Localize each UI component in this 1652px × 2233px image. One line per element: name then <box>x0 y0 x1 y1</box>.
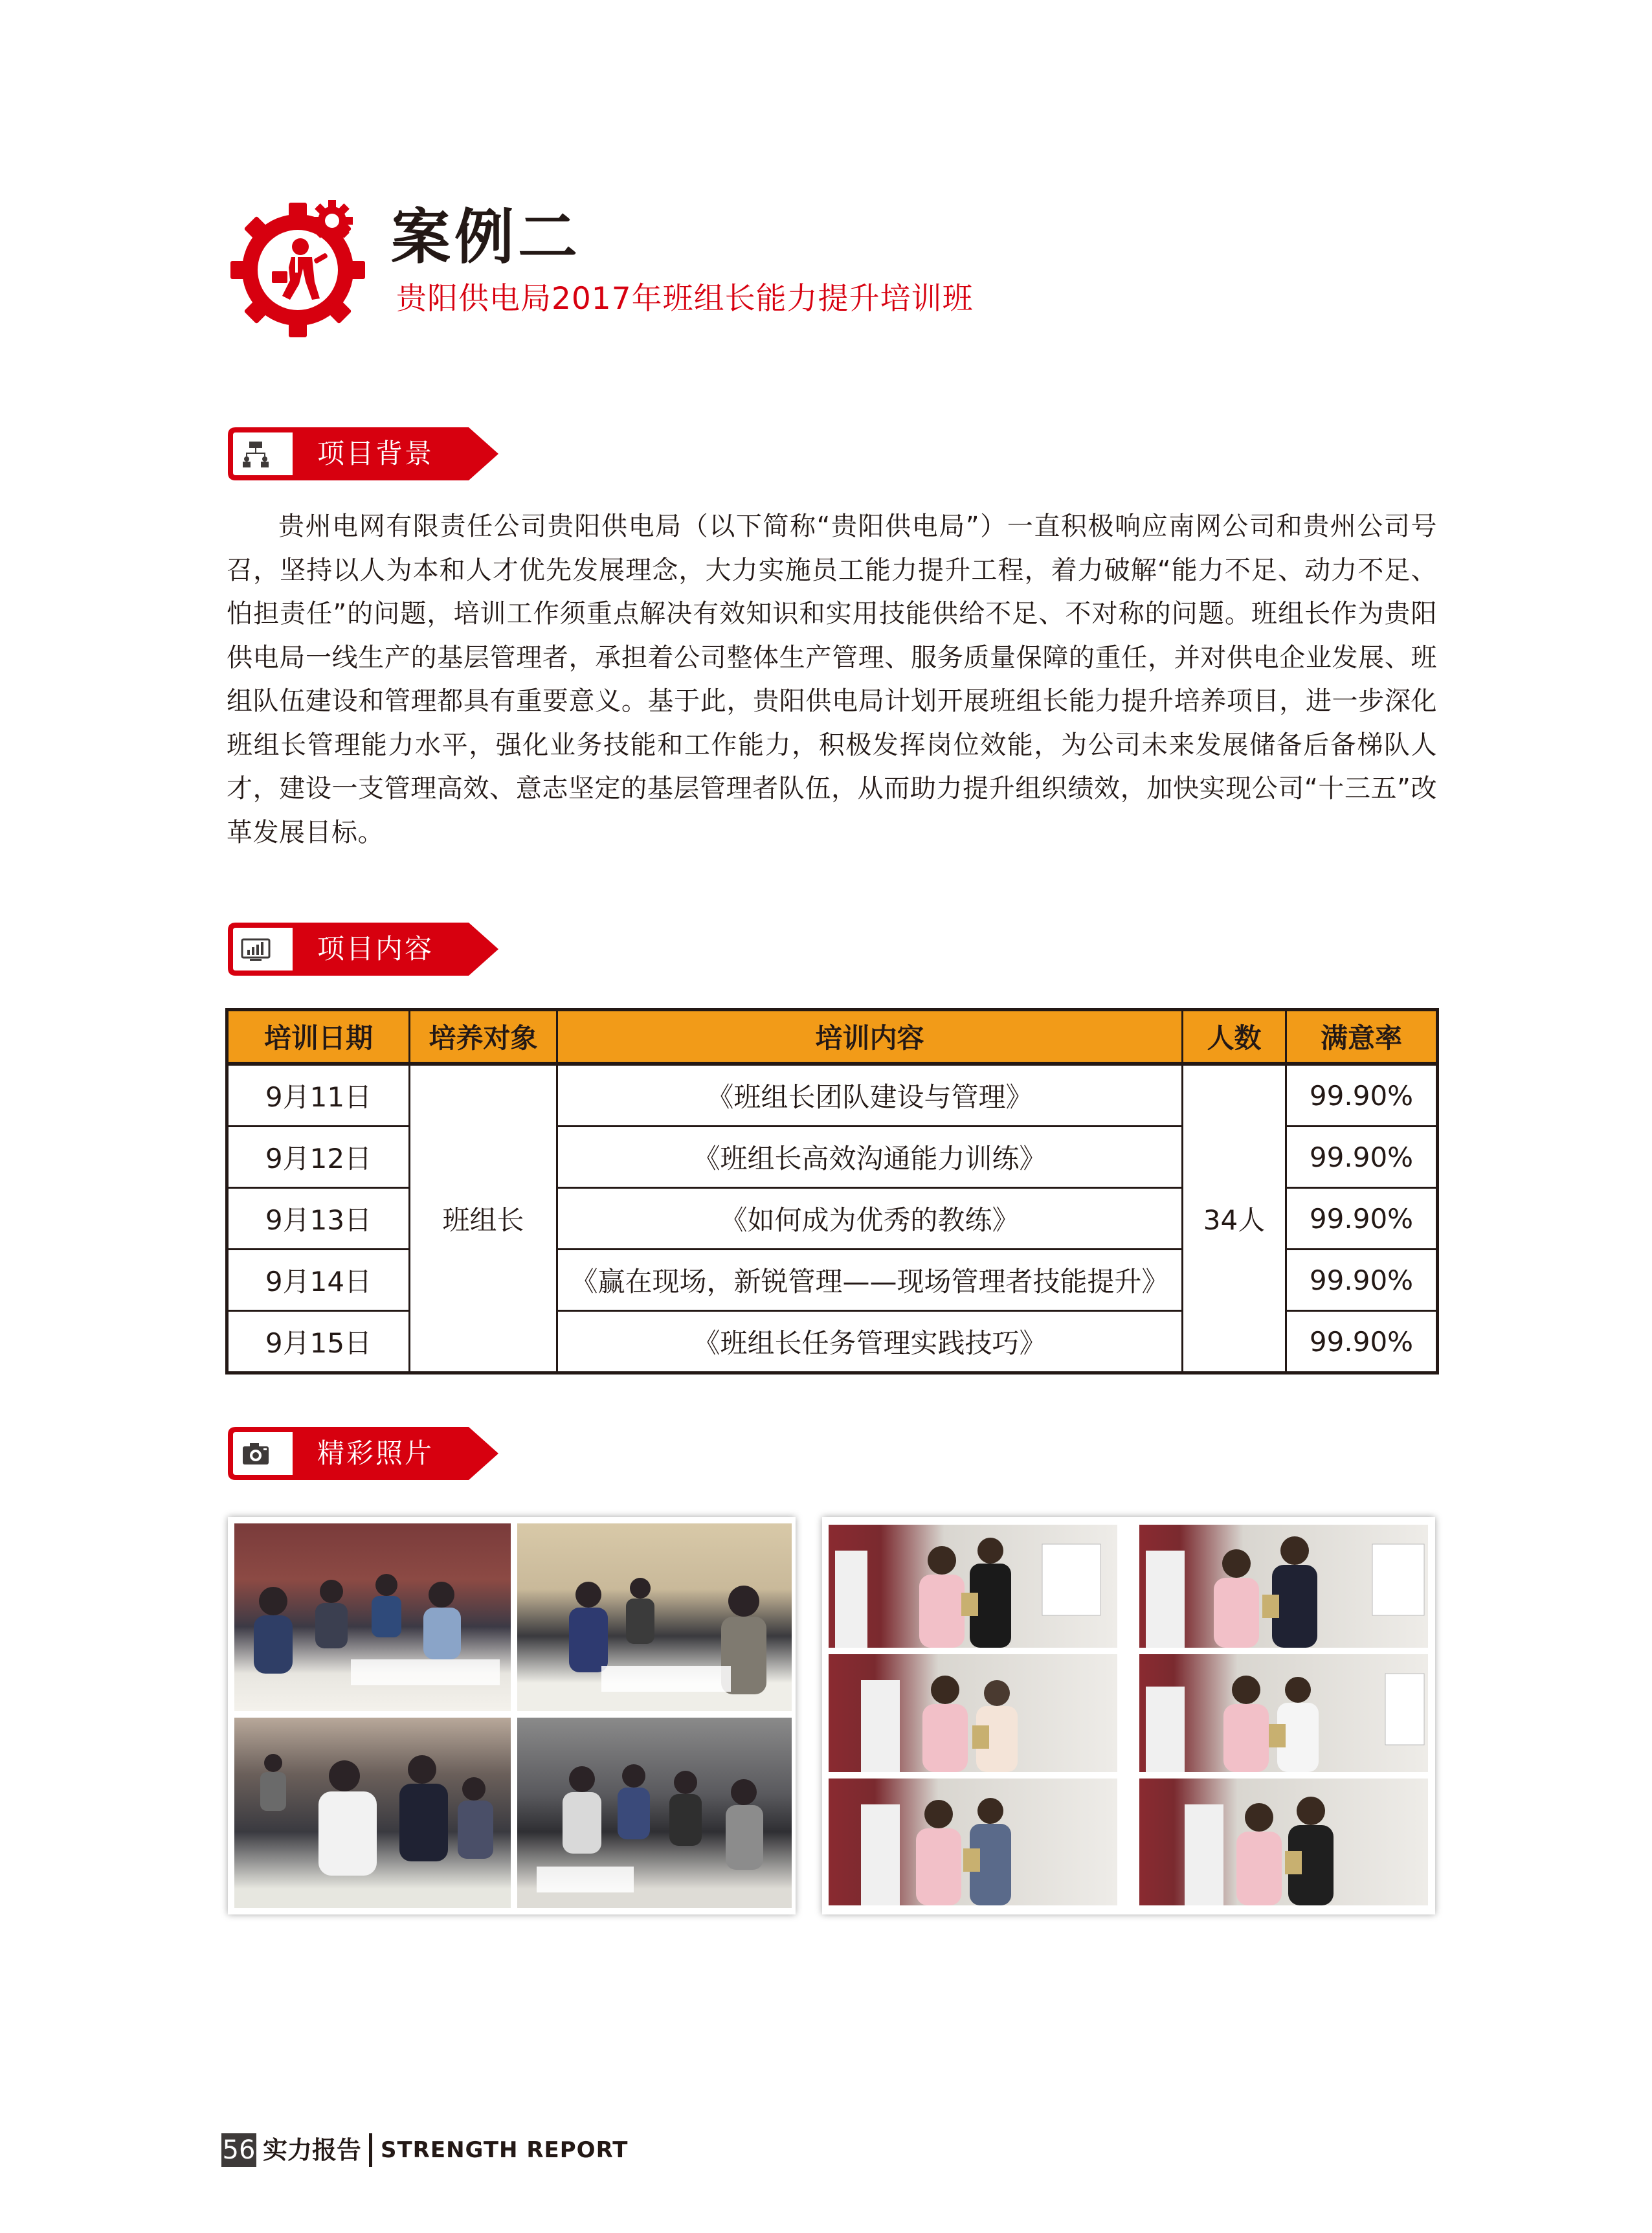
section-label-photos: 精彩照片 <box>317 1437 434 1469</box>
classroom-photo-1 <box>234 1523 511 1711</box>
people-silhouettes-icon <box>517 1718 792 1908</box>
classroom-photo-2 <box>517 1523 792 1711</box>
course-cell: 《班组长团队建设与管理》 <box>557 1064 1183 1127</box>
people-silhouettes-icon <box>234 1718 511 1908</box>
rate-cell: 99.90% <box>1286 1250 1438 1311</box>
section-label-background: 项目背景 <box>317 438 434 469</box>
two-people-icon <box>829 1525 1117 1648</box>
camera-icon <box>240 1437 272 1470</box>
classroom-photo-4 <box>517 1718 792 1908</box>
date-cell: 9月13日 <box>227 1188 410 1250</box>
header-course: 培训内容 <box>557 1010 1183 1064</box>
footer-english-title: STRENGTH REPORT <box>381 2137 629 2163</box>
award-photo-5 <box>829 1779 1117 1905</box>
people-silhouettes-icon <box>517 1523 792 1711</box>
award-photo-4 <box>1139 1654 1428 1772</box>
section-tag-content <box>228 923 500 976</box>
background-paragraph: 贵州电网有限责任公司贵阳供电局（以下简称“贵阳供电局”）一直积极响应南网公司和贵州公司号召，坚持以人为本和人才优先发展理念，大力实施员工能力提升工程，着力破解“能力不足、动力不足、怕担责任”的问题，培训工作须重点解决有效知识和实用技能供给不足、不对称的问题。班组长作为贵阳供电局一线生产的基层管理者，承担着公司整体生产管理、服务质量保障的重任，并对供电企业发展、班组队伍建设和管理都具有重要意义。基于此，贵阳供电局计划开展班组长能力提升培养项目，进一步深化班组长管理能力水平，强化业务技能和工作能力，积极发挥岗位效能，为公司未来发展储备后备梯队人才，建设一支管理高效、意志坚定的基层管理者队伍，从而助力提升组织绩效，加快实现公司“十三五”改革发展目标。 <box>227 511 1437 847</box>
rate-cell: 99.90% <box>1286 1064 1438 1127</box>
course-cell: 《班组长任务管理实践技巧》 <box>557 1311 1183 1373</box>
table-header-row <box>227 1010 1438 1064</box>
section-tag-photos <box>228 1427 500 1480</box>
date-cell: 9月11日 <box>227 1064 410 1127</box>
award-photo-1 <box>829 1525 1117 1648</box>
footer-divider <box>369 2133 372 2167</box>
bar-chart-monitor-icon <box>240 933 272 965</box>
date-cell: 9月12日 <box>227 1127 410 1188</box>
two-people-icon <box>829 1779 1117 1905</box>
course-cell: 《班组长高效沟通能力训练》 <box>557 1127 1183 1188</box>
count-cell: 34人 <box>1183 1064 1286 1373</box>
header-satisfaction: 满意率 <box>1286 1010 1438 1064</box>
case-title: 案例二 <box>391 203 582 272</box>
rate-cell: 99.90% <box>1286 1127 1438 1188</box>
award-photo-6 <box>1139 1779 1428 1905</box>
org-chart-icon <box>240 438 272 470</box>
section-tag-background <box>228 427 500 480</box>
course-cell: 《如何成为优秀的教练》 <box>557 1188 1183 1250</box>
footer-title: 实力报告 <box>263 2136 362 2164</box>
award-photo-2 <box>1139 1525 1428 1648</box>
classroom-photo-collage <box>228 1517 796 1914</box>
table-row <box>227 1064 1438 1127</box>
two-people-icon <box>1139 1525 1428 1648</box>
page-number: 56 <box>221 2133 256 2167</box>
section-label-content: 项目内容 <box>317 933 434 965</box>
people-silhouettes-icon <box>234 1523 511 1711</box>
rate-cell: 99.90% <box>1286 1188 1438 1250</box>
date-cell: 9月14日 <box>227 1250 410 1311</box>
date-cell: 9月15日 <box>227 1311 410 1373</box>
target-cell: 班组长 <box>410 1064 557 1373</box>
award-photo-3 <box>829 1654 1117 1772</box>
course-cell: 《赢在现场，新锐管理——现场管理者技能提升》 <box>557 1250 1183 1311</box>
award-photo-collage <box>822 1517 1435 1914</box>
two-people-icon <box>829 1654 1117 1772</box>
two-people-icon <box>1139 1654 1428 1772</box>
small-gear-icon <box>309 198 355 243</box>
header-target: 培养对象 <box>410 1010 557 1064</box>
rate-cell: 99.90% <box>1286 1311 1438 1373</box>
two-people-icon <box>1139 1779 1428 1905</box>
training-schedule-table <box>225 1008 1439 1375</box>
case-subtitle: 贵阳供电局2017年班组长能力提升培训班 <box>396 281 974 317</box>
header-date: 培训日期 <box>227 1010 410 1064</box>
header-count: 人数 <box>1183 1010 1286 1064</box>
classroom-photo-3 <box>234 1718 511 1908</box>
